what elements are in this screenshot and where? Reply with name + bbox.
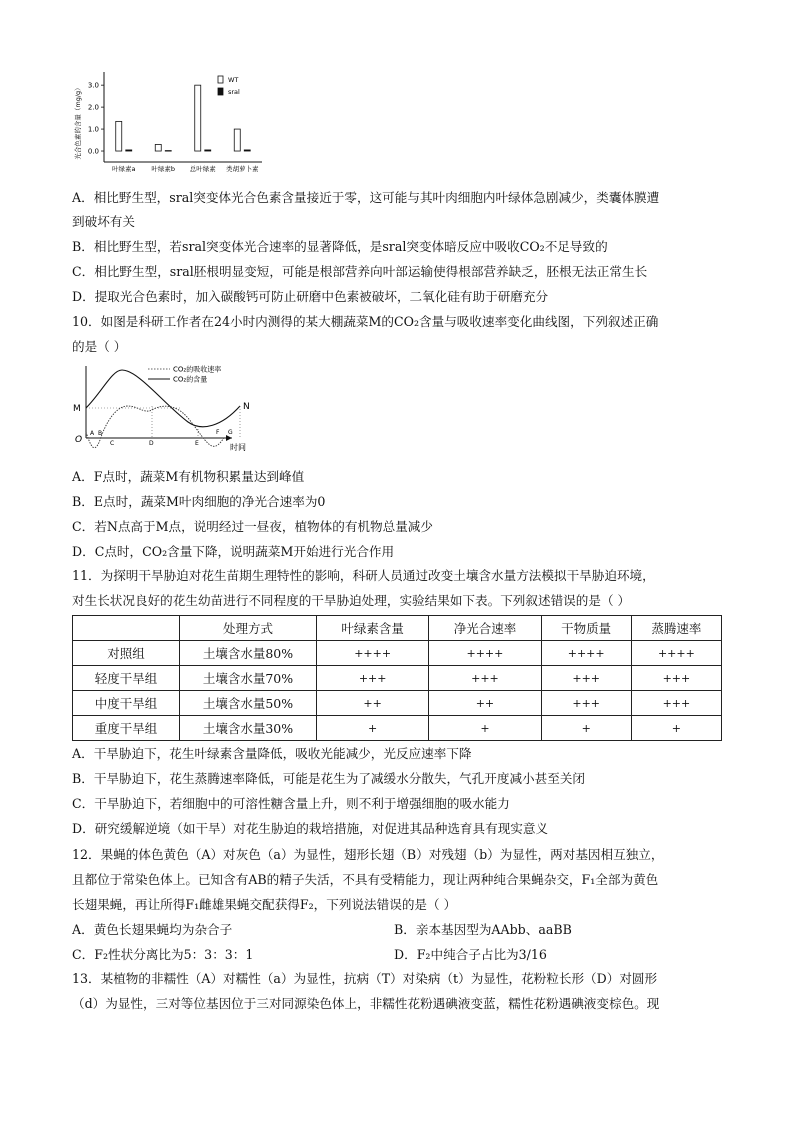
label-f: F — [216, 429, 220, 436]
table-header-row — [73, 616, 722, 641]
table-cell: ++++ — [631, 641, 721, 666]
table-cell: ++++ — [541, 641, 631, 666]
q12-option-c: C．F₂性状分离比为5：3：3：1 — [72, 947, 254, 962]
table-cell: ++ — [429, 691, 541, 716]
label-time: 时间 — [230, 443, 246, 452]
chart-ylabel: 光合色素的含量（mg/g） — [74, 84, 82, 160]
q10-option-c: C．若N点高于M点，说明经过一昼夜，植物体的有机物总量减少 — [72, 519, 433, 534]
q11-option-b: B．干旱胁迫下，花生蒸腾速率降低，可能是花生为了减缓水分散失，气孔开度减小甚至关闭 — [72, 771, 586, 786]
q9-option-b: B．相比野生型，若sral突变体光合速率的显著降低，是sral突变体暗反应中吸收CO₂不足导致的 — [72, 239, 608, 254]
label-m: M — [73, 404, 81, 414]
bar-wt-2 — [195, 85, 201, 151]
q10-option-a: A．F点时，蔬菜M有机物积累量达到峰值 — [72, 469, 305, 484]
legend-label: sral — [228, 88, 240, 96]
table-row — [73, 641, 722, 666]
q13-stem-line2: （d）为显性，三对等位基因位于三对同源染色体上，非糯性花粉遇碘液变蓝，糯性花粉遇碘液变棕色。现 — [72, 996, 660, 1011]
q11-stem-line1: 11．为探明干旱胁迫对花生苗期生理特性的影响，科研人员通过改变土壤含水量方法模拟干旱胁迫环境， — [72, 568, 655, 583]
label-b: B — [98, 430, 103, 437]
label-o: O — [75, 435, 83, 445]
q12-option-a: A．黄色长翅果蝇均为杂合子 — [72, 922, 233, 937]
q13-stem-line1: 13．某植物的非糯性（A）对糯性（a）为显性，抗病（T）对染病（t）为显性，花粉粒长形（D）对圆形 — [72, 971, 658, 986]
bar-wt-3 — [234, 129, 240, 151]
bar-sral-1 — [165, 151, 171, 152]
table-header — [73, 616, 180, 641]
label-a: A — [90, 430, 95, 437]
table-cell: +++ — [541, 691, 631, 716]
bar-wt-0 — [116, 121, 122, 151]
label-c: C — [110, 440, 115, 447]
label-d: D — [149, 440, 154, 447]
table-cell: + — [429, 716, 541, 741]
q12-option-b: B．亲本基因型为AAbb、aaBB — [394, 922, 572, 937]
bar-sral-3 — [244, 150, 250, 151]
drought-stress-table — [72, 615, 722, 741]
table-cell: +++ — [429, 666, 541, 691]
q9-option-a-line2: 到破坏有关 — [72, 214, 135, 229]
table-cell: 土壤含水量80% — [180, 641, 317, 666]
label-g: G — [228, 429, 233, 436]
y-tick-label: 3.0 — [87, 81, 99, 90]
table-cell: + — [631, 716, 721, 741]
legend-swatch — [218, 88, 223, 95]
q12-stem-line3: 长翅果蝇，再让所得F₁雌雄果蝇交配获得F₂，下列说法错误的是（ ） — [72, 897, 457, 912]
table-cell: + — [317, 716, 429, 741]
table-cell: +++ — [631, 691, 721, 716]
table-cell: +++ — [631, 666, 721, 691]
table-cell: ++++ — [429, 641, 541, 666]
q9-option-d: D．提取光合色素时，加入碳酸钙可防止研磨中色素被破坏，二氧化硅有助于研磨充分 — [72, 289, 549, 304]
legend-swatch — [218, 76, 223, 83]
table-row — [73, 716, 722, 741]
table-row — [73, 666, 722, 691]
table-header: 干物质量 — [541, 616, 631, 641]
table-cell: +++ — [541, 666, 631, 691]
bar-sral-0 — [126, 150, 132, 151]
table-cell: 土壤含水量30% — [180, 716, 317, 741]
table-header: 蒸腾速率 — [631, 616, 721, 641]
y-tick-label: 1.0 — [87, 125, 99, 134]
q10-option-d: D．C点时，CO₂含量下降，说明蔬菜M开始进行光合作用 — [72, 544, 395, 559]
x-tick-label: 总叶绿素 — [189, 165, 216, 173]
q12-option-d: D．F₂中纯合子占比为3/16 — [394, 947, 547, 962]
q10-stem-line2: 的是（ ） — [72, 339, 127, 354]
x-tick-label: 叶绿素a — [112, 165, 136, 173]
table-cell: ++++ — [317, 641, 429, 666]
table-cell: 土壤含水量50% — [180, 691, 317, 716]
table-header: 净光合速率 — [429, 616, 541, 641]
x-tick-label: 叶绿素b — [151, 165, 176, 173]
q10-stem-line1: 10．如图是科研工作者在24小时内测得的某大棚蔬菜M的CO₂含量与吸收速率变化曲线图，下列叙述正确 — [72, 314, 659, 329]
q12-stem-line1: 12．果蝇的体色黄色（A）对灰色（a）为显性，翅形长翅（B）对残翅（b）为显性，两对基因相互独立， — [72, 847, 664, 862]
q11-option-d: D．研究缓解逆境（如干旱）对花生胁迫的栽培措施，对促进其品种选育具有现实意义 — [72, 821, 549, 836]
pigment-bar-chart — [72, 64, 272, 182]
q11-option-c: C．干旱胁迫下，若细胞中的可溶性糖含量上升，则不利于增强细胞的吸水能力 — [72, 796, 510, 811]
legend-co2-content: CO₂的含量 — [173, 375, 208, 384]
table-cell: 轻度干旱组 — [73, 666, 180, 691]
table-cell: 中度干旱组 — [73, 691, 180, 716]
q11-stem-line2: 对生长状况良好的花生幼苗进行不同程度的干旱胁迫处理，实验结果如下表。下列叙述错误的是（ ） — [72, 593, 631, 608]
q9-option-a-line1: A．相比野生型，sral突变体光合色素含量接近于零，这可能与其叶肉细胞内叶绿体急剧减少，类囊体膜遭 — [72, 190, 660, 205]
label-n: N — [243, 402, 250, 412]
table-cell: 重度干旱组 — [73, 716, 180, 741]
table-cell: ++ — [317, 691, 429, 716]
q12-stem-line2: 且都位于常染色体上。已知含有AB的精子失活，不具有受精能力，现让两种纯合果蝇杂交，F₁全部为黄色 — [72, 872, 659, 887]
table-cell: + — [541, 716, 631, 741]
co2-curve-diagram — [72, 360, 262, 460]
table-cell: 土壤含水量70% — [180, 666, 317, 691]
q10-option-b: B．E点时，蔬菜M叶肉细胞的净光合速率为0 — [72, 494, 326, 509]
table-cell: +++ — [317, 666, 429, 691]
bar-sral-2 — [205, 150, 211, 151]
legend-absorption-rate: CO₂的吸收速率 — [173, 365, 222, 374]
table-row — [73, 691, 722, 716]
legend-label: WT — [228, 76, 239, 84]
q11-option-a: A．干旱胁迫下，花生叶绿素含量降低，吸收光能减少，光反应速率下降 — [72, 746, 472, 761]
bar-wt-1 — [155, 144, 161, 151]
table-header: 处理方式 — [180, 616, 317, 641]
table-cell: 对照组 — [73, 641, 180, 666]
y-tick-label: 2.0 — [87, 103, 99, 112]
table-header: 叶绿素含量 — [317, 616, 429, 641]
x-tick-label: 类胡萝卜素 — [226, 165, 259, 173]
q9-option-c: C．相比野生型，sral胚根明显变短，可能是根部营养向叶部运输使得根部营养缺乏，胚根无法正常生长 — [72, 264, 648, 279]
label-e: E — [195, 440, 199, 447]
y-tick-label: 0.0 — [87, 147, 99, 156]
